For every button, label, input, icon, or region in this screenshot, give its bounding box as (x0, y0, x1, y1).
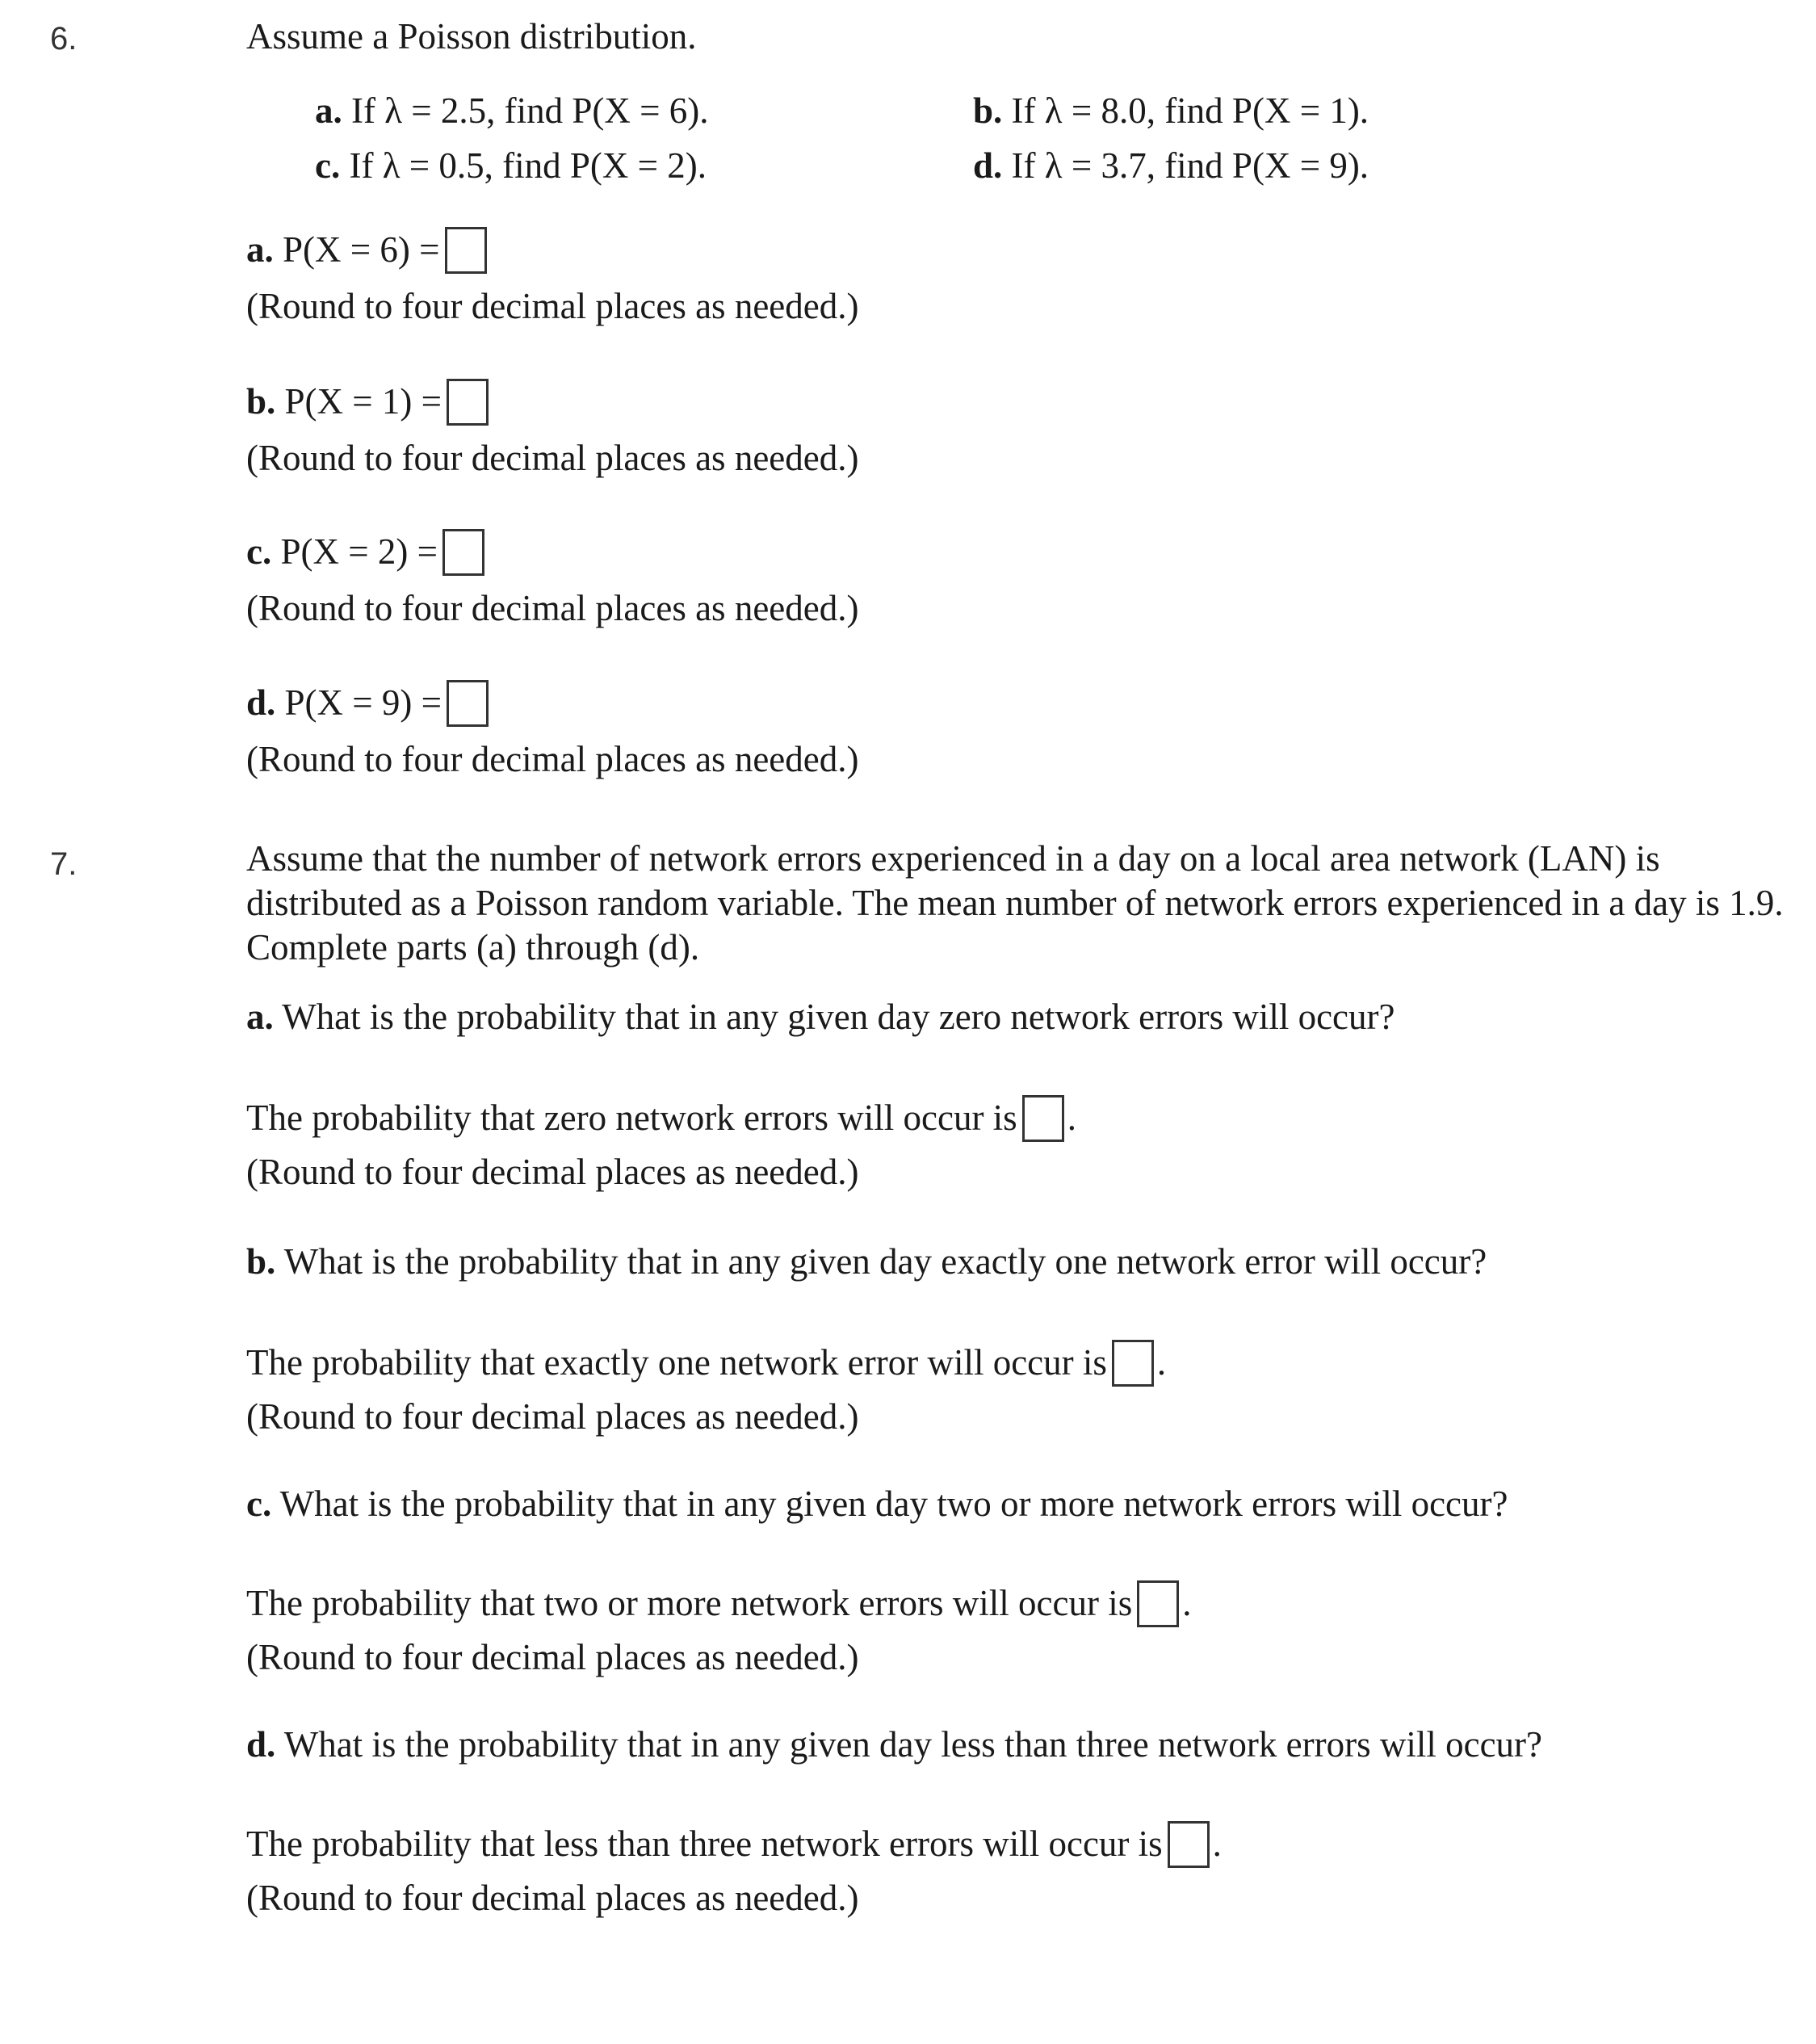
answer-7d (246, 1822, 1222, 1871)
question-7c-letter: c. (246, 1484, 272, 1524)
answer-7a-note: (Round to four decimal places as needed.) (246, 1152, 859, 1192)
given-a-letter: a. (315, 90, 342, 131)
question-7-number: 7. (50, 846, 78, 882)
answer-6a-expr: P(X = 6) = (283, 229, 440, 270)
answer-7a-suffix: . (1067, 1098, 1076, 1138)
answer-7b (246, 1341, 1166, 1390)
answer-7b-input[interactable] (1112, 1340, 1154, 1387)
answer-7c-suffix: . (1182, 1583, 1192, 1623)
answer-6c-expr: P(X = 2) = (280, 531, 438, 572)
question-7-intro: Assume that the number of network errors experienced in a day on a local area network (LAN) is distributed as a Poisson random variable. The mean number of network errors experienced in a day is 1.9. Complete parts (a) through (d). (246, 838, 1784, 967)
question-7c (246, 1482, 1508, 1526)
question-7b-text: What is the probability that in any given day exactly one network error will occur? (283, 1241, 1487, 1282)
answer-6a-input[interactable] (445, 227, 487, 274)
given-c-text: If λ = 0.5, find P(X = 2). (349, 145, 707, 186)
answer-7d-prefix: The probability that less than three network errors will occur is (246, 1824, 1163, 1864)
answer-7b-note: (Round to four decimal places as needed.) (246, 1396, 859, 1437)
given-c (315, 144, 707, 187)
question-7a-letter: a. (246, 997, 274, 1037)
answer-7d-suffix: . (1212, 1824, 1222, 1864)
answer-7d-input[interactable] (1168, 1821, 1210, 1868)
answer-7c-prefix: The probability that two or more network errors will occur is (246, 1583, 1133, 1623)
question-7a-text: What is the probability that in any given day zero network errors will occur? (282, 997, 1395, 1037)
answer-6b (246, 380, 492, 429)
question-7c-text: What is the probability that in any given day two or more network errors will occur? (279, 1484, 1508, 1524)
answer-7a-input[interactable] (1022, 1095, 1064, 1142)
answer-7d-note: (Round to four decimal places as needed.) (246, 1878, 859, 1918)
given-b (973, 89, 1369, 132)
given-d (973, 144, 1369, 187)
answer-6c-note: (Round to four decimal places as needed.) (246, 588, 859, 628)
answer-6c-letter: c. (246, 531, 272, 572)
answer-6b-expr: P(X = 1) = (284, 381, 442, 422)
given-d-text: If λ = 3.7, find P(X = 9). (1011, 145, 1369, 186)
question-7b (246, 1240, 1487, 1283)
question-7d-text: What is the probability that in any given day less than three network errors will occur? (283, 1724, 1542, 1765)
given-a (315, 89, 709, 132)
given-b-letter: b. (973, 90, 1003, 131)
answer-7a-prefix: The probability that zero network errors will occur is (246, 1098, 1017, 1138)
answer-6a-letter: a. (246, 229, 274, 270)
answer-6a (246, 228, 490, 277)
answer-6b-letter: b. (246, 381, 276, 422)
answer-6d-input[interactable] (447, 680, 489, 727)
answer-7c (246, 1581, 1191, 1631)
given-d-letter: d. (973, 145, 1003, 186)
question-7a (246, 995, 1395, 1039)
answer-7a (246, 1096, 1076, 1145)
question-6-intro: Assume a Poisson distribution. (246, 16, 697, 57)
answer-7c-input[interactable] (1137, 1580, 1179, 1627)
question-7b-letter: b. (246, 1241, 276, 1282)
answer-6d-letter: d. (246, 682, 276, 723)
question-7d (246, 1723, 1542, 1766)
answer-6c-input[interactable] (442, 529, 484, 576)
answer-6d-expr: P(X = 9) = (284, 682, 442, 723)
answer-6b-input[interactable] (447, 379, 489, 426)
answer-6b-note: (Round to four decimal places as needed.) (246, 438, 859, 478)
answer-7b-prefix: The probability that exactly one network error will occur is (246, 1342, 1107, 1383)
answer-6a-note: (Round to four decimal places as needed.) (246, 286, 859, 326)
answer-7b-suffix: . (1156, 1342, 1167, 1383)
given-c-letter: c. (315, 145, 341, 186)
question-7d-letter: d. (246, 1724, 276, 1765)
answer-6d-note: (Round to four decimal places as needed.) (246, 739, 859, 779)
given-b-text: If λ = 8.0, find P(X = 1). (1011, 90, 1369, 131)
answer-6c (246, 530, 488, 579)
given-a-text: If λ = 2.5, find P(X = 6). (351, 90, 709, 131)
answer-7c-note: (Round to four decimal places as needed.) (246, 1637, 859, 1677)
question-6-number: 6. (50, 21, 78, 57)
answer-6d (246, 681, 492, 730)
